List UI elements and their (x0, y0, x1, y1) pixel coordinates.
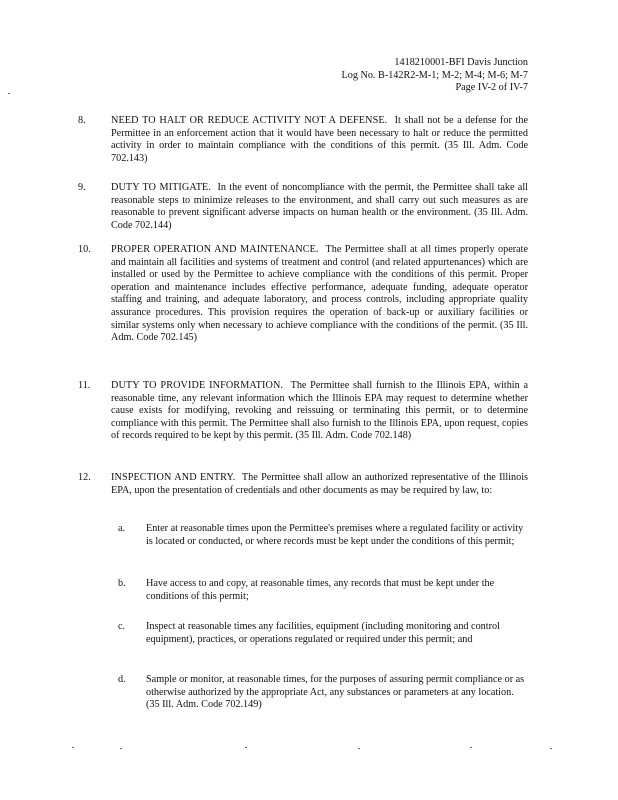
subitem-text: Have access to and copy, at reasonable times, any records that must be kept under the conditions of this permit; (146, 578, 495, 602)
item-number: 8. (78, 115, 86, 126)
page-header (342, 57, 528, 95)
page-number-line: Page IV-2 of IV-7 (455, 82, 528, 94)
subitem-letter: d. (118, 674, 126, 685)
item-text: The Permittee shall at all times properly operate and maintain all facilities and systems of treatment and control (and related appurtenances) which are installed or used by the Permittee to achieve compliance with the conditions of this permit. Proper operation and maintenance includes effective performance, adequate funding, adequate operator staffing and training, and adequate laboratory, and process controls, including appropriate quality assurance procedures. This provision requires the operation of back-up or auxiliary facilities or similar systems only when necessary to achieve compliance with the conditions of the permit. (35 Ill. Adm. Code 702.145) (111, 244, 528, 344)
subitem-text: Sample or monitor, at reasonable times, for the purposes of assuring permit compliance or as otherwise authorized by the appropriate Act, any substances or parameters at any location. (35 Ill. Adm. Code 702.149) (146, 674, 525, 711)
scan-speck (72, 747, 74, 748)
item-heading: NEED TO HALT OR REDUCE ACTIVITY NOT A DEFENSE. (111, 115, 388, 126)
item-number: 10. (78, 244, 91, 255)
subitem-text: Enter at reasonable times upon the Permittee's premises where a regulated facility or activity is located or conducted, or where records must be kept under the conditions of this permit; (146, 523, 524, 547)
condition-item-9 (78, 182, 528, 232)
item-body (111, 182, 528, 232)
subitem-d (118, 674, 528, 712)
permit-id-line: 1418210001-BFI Davis Junction (394, 57, 528, 68)
log-number-line: Log No. B-142R2-M-1; M-2; M-4; M-6; M-7 (341, 69, 528, 81)
condition-item-11 (78, 380, 528, 443)
scan-speck (8, 93, 10, 94)
subitem-letter: c. (118, 621, 126, 632)
subitem-text: Inspect at reasonable times any facilities, equipment (including monitoring and control equipment), practices, or operations regulated or required under this permit; and (146, 621, 500, 645)
scan-speck (120, 748, 122, 749)
scan-speck (470, 747, 472, 748)
item-heading: PROPER OPERATION AND MAINTENANCE. (111, 244, 319, 255)
item-text: It shall not be a defense for the Permittee in an enforcement action that it would have been necessary to halt or reduce the permitted activity in order to maintain compliance with the conditions of this permit. (35 Ill. Adm. Code 702.143) (111, 115, 528, 164)
scan-speck (358, 748, 360, 749)
item-body (111, 244, 528, 345)
item-text: In the event of noncompliance with the permit, the Permittee shall take all reasonable steps to minimize releases to the environment, and shall carry out such measures as are reasonable to prevent significant adverse impacts on human health or the environment. (35 Ill. Adm. Code 702.144) (111, 182, 528, 231)
subitem-a (118, 523, 528, 548)
item-text: The Permittee shall allow an authorized representative of the Illinois EPA, upon the presentation of credentials and other documents as may be required by law, to: (111, 472, 529, 496)
subitem-c (118, 621, 528, 646)
item-heading: DUTY TO PROVIDE INFORMATION. (111, 380, 284, 391)
condition-item-12 (78, 472, 528, 497)
item-number: 9. (78, 182, 86, 193)
item-heading: INSPECTION AND ENTRY. (111, 472, 236, 483)
subitem-letter: b. (118, 578, 126, 589)
scan-speck (245, 747, 247, 748)
scan-speck (550, 748, 552, 749)
item-body (111, 380, 528, 443)
condition-item-8 (78, 115, 528, 165)
subitem-letter: a. (118, 523, 126, 534)
subitem-b (118, 578, 528, 603)
item-number: 11. (78, 380, 91, 391)
item-heading: DUTY TO MITIGATE. (111, 182, 211, 193)
item-body (111, 472, 528, 497)
item-text: The Permittee shall furnish to the Illinois EPA, within a reasonable time, any relevant information which the Illinois EPA may request to determine whether cause exists for modifying, revoking and reissuing or terminating this permit, or to determine compliance with this permit. The Permittee shall also furnish to the Illinois EPA, upon request, copies of records required to be kept by this permit. (35 Ill. Adm. Code 702.148) (111, 380, 529, 442)
item-number: 12. (78, 472, 91, 483)
item-body (111, 115, 528, 165)
condition-item-10 (78, 244, 528, 345)
